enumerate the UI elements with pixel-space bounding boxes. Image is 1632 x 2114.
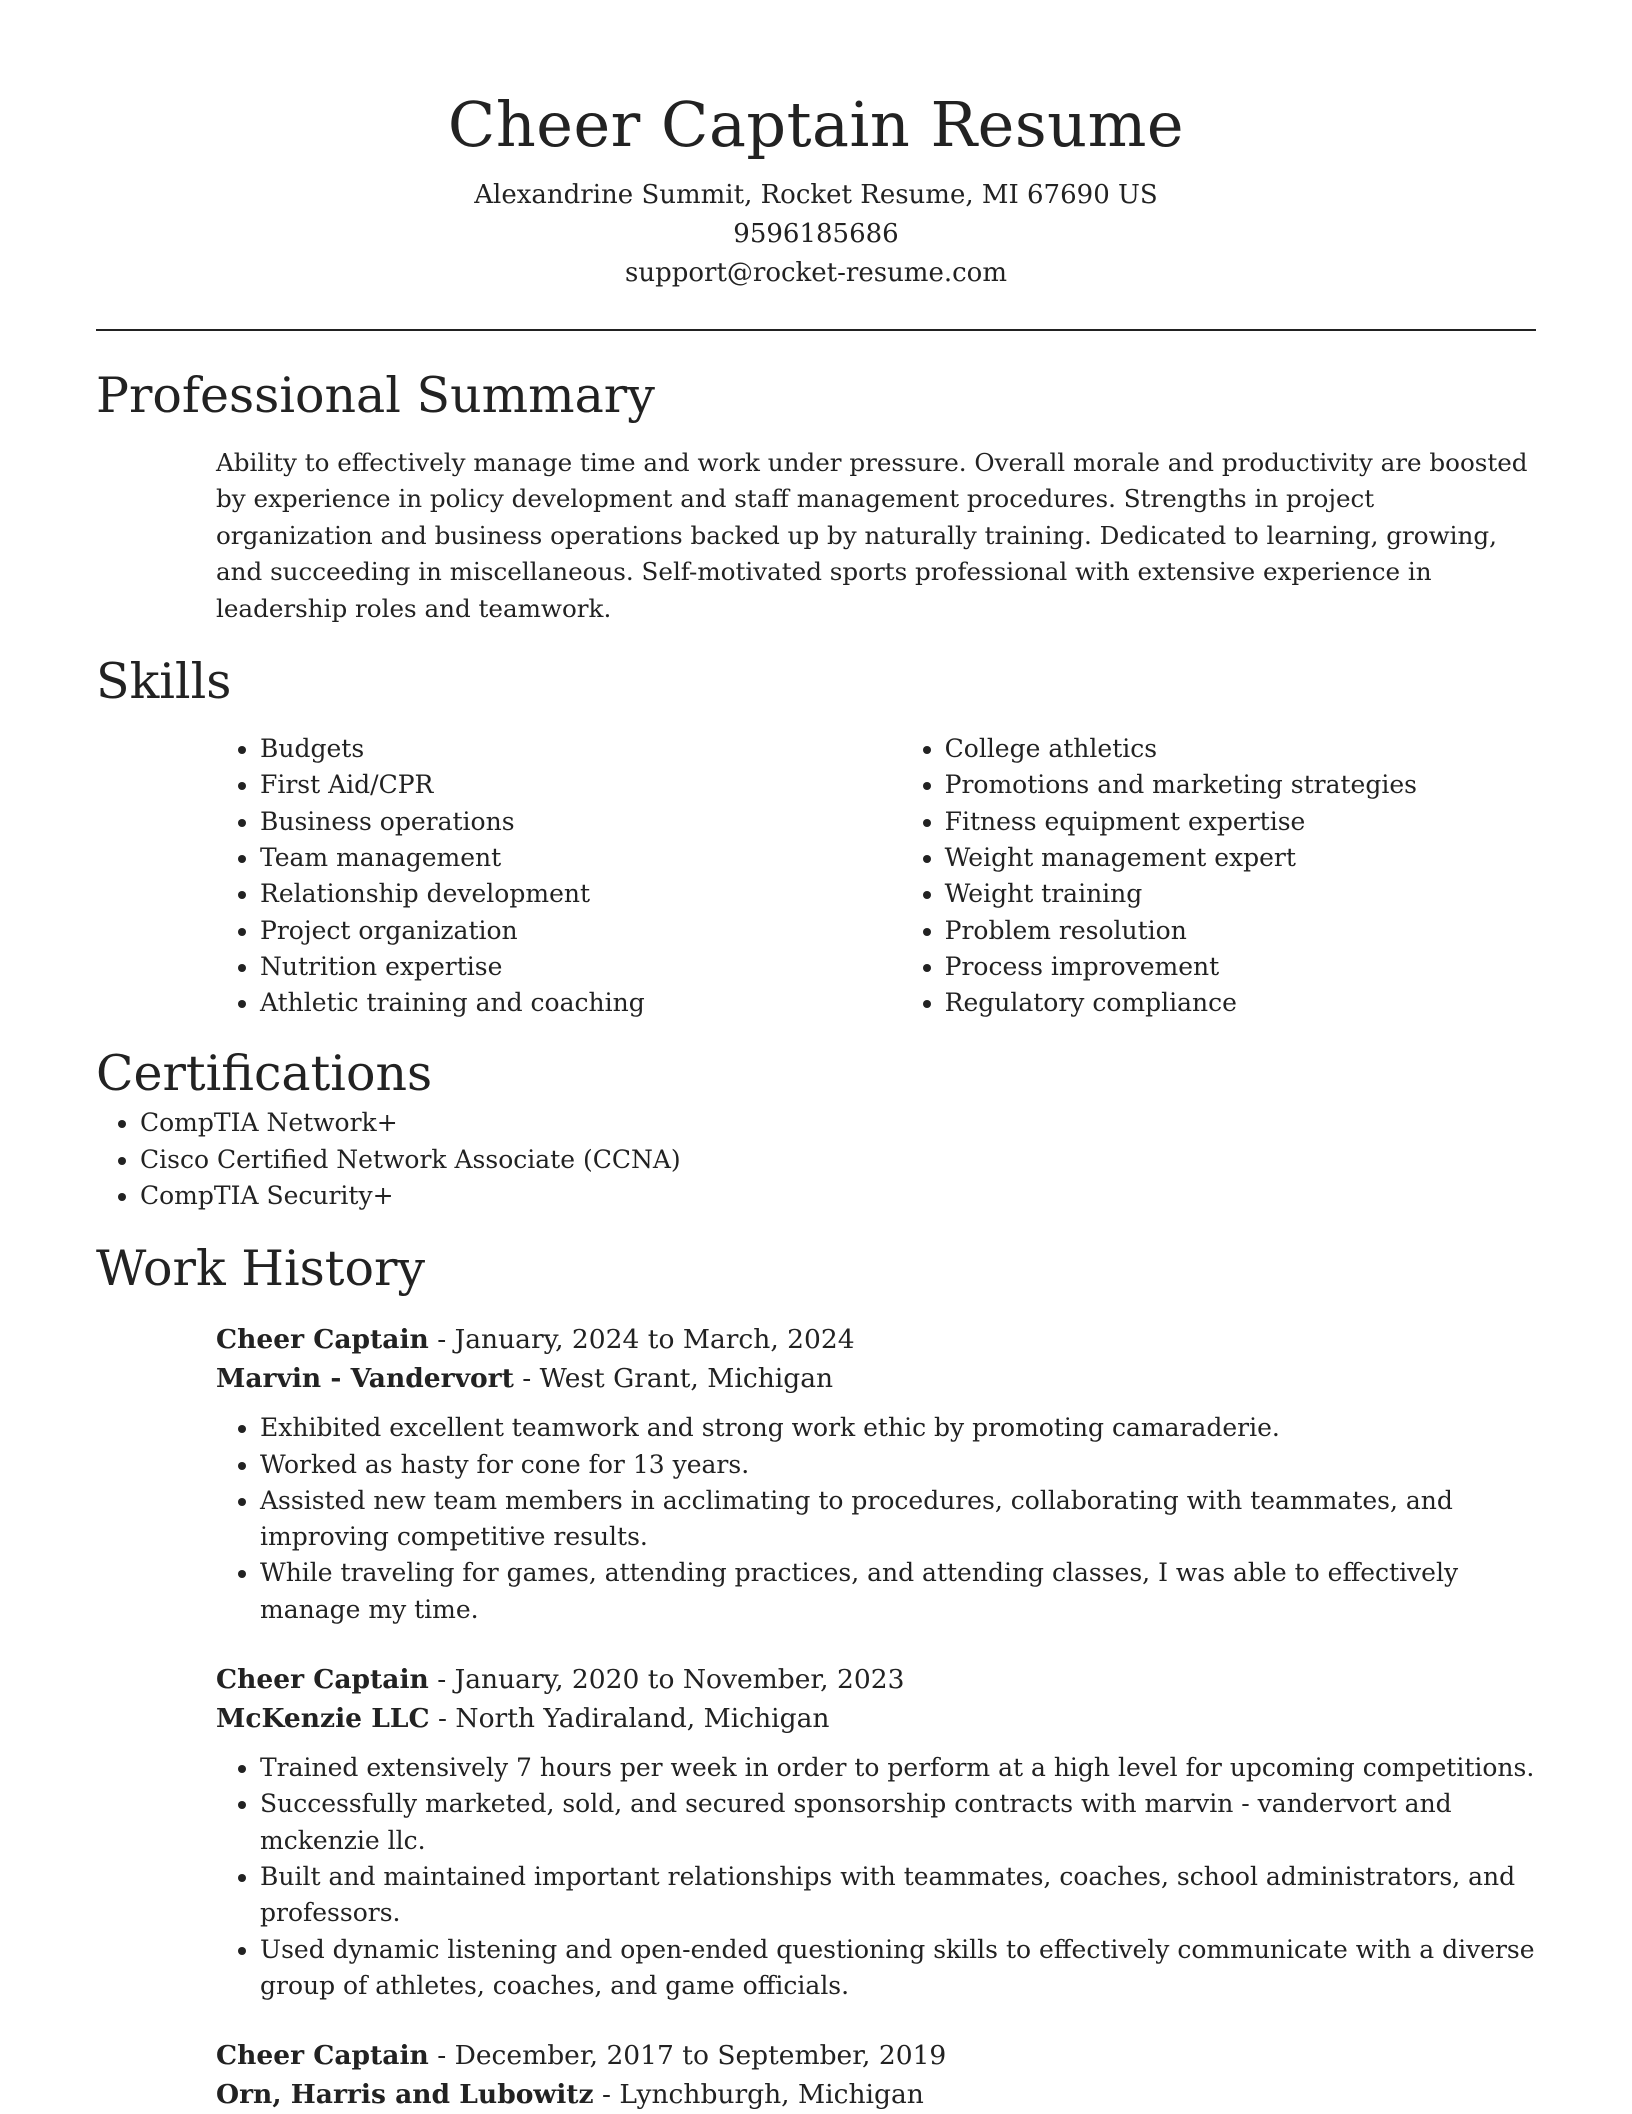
page-title: Cheer Captain Resume — [447, 88, 1185, 161]
job-company-line — [216, 1359, 1536, 1398]
skill-item: • Project organization — [260, 913, 901, 949]
contact-address: Alexandrine Summit, Rocket Resume, MI 67690 US — [474, 180, 1158, 210]
skill-item: • Weight training — [945, 876, 1536, 912]
job-company: Marvin - Vandervort — [216, 1363, 514, 1395]
job-title-line — [216, 1660, 1536, 1699]
job-location: - Lynchburgh, Michigan — [593, 2079, 924, 2111]
skill-item: • Problem resolution — [945, 913, 1536, 949]
skill-item: • Budgets — [260, 731, 901, 767]
job-bullet: • Worked as hasty for cone for 13 years. — [260, 1447, 1536, 1483]
certifications-list — [96, 1105, 1536, 1214]
job-bullet: • Exhibited excellent teamwork and strong work ethic by promoting camaraderie. — [260, 1410, 1536, 1446]
job-location: - West Grant, Michigan — [513, 1363, 834, 1395]
job-entry — [216, 2036, 1536, 2114]
resume-page — [96, 0, 1536, 2114]
job-bullet: • Trained extensively 7 hours per week in order to perform at a high level for upcoming competitions. — [260, 1750, 1536, 1786]
skill-item: • Nutrition expertise — [260, 949, 901, 985]
skill-item: • First Aid/CPR — [260, 767, 901, 803]
job-bullets — [216, 1410, 1536, 1628]
job-location: - North Yadiraland, Michigan — [429, 1703, 830, 1735]
job-bullet: • Built and maintained important relationships with teammates, coaches, school administrators, and professors. — [260, 1859, 1536, 1932]
certification-item: • CompTIA Security+ — [140, 1178, 1536, 1214]
job-title-line — [216, 2036, 1536, 2075]
skill-item: • Team management — [260, 840, 901, 876]
job-company-line — [216, 1699, 1536, 1738]
job-bullet: • Successfully marketed, sold, and secured sponsorship contracts with marvin - vandervort and mckenzie llc. — [260, 1786, 1536, 1859]
job-title-line — [216, 1320, 1536, 1359]
job-entry — [216, 1660, 1536, 2004]
skills-list — [216, 731, 1536, 1021]
job-company-line — [216, 2075, 1536, 2114]
skill-item: • Regulatory compliance — [945, 985, 1536, 1021]
job-bullet: • Used dynamic listening and open-ended questioning skills to effectively communicate with a diverse group of athletes, coaches, and game officials. — [260, 1932, 1536, 2005]
job-bullets — [216, 1750, 1536, 2004]
summary-text: Ability to effectively manage time and work under pressure. Overall morale and productivity are boosted by experience in policy development and staff management procedures. Strengths in project organization and business operations backed up by naturally training. Dedicated to learning, growing, and succeeding in miscellaneous. Self-motivated sports professional with extensive experience in leadership roles and teamwork. — [216, 448, 1528, 623]
summary-heading: Professional Summary — [96, 367, 655, 424]
skills-column-left — [216, 731, 901, 1021]
header-divider — [96, 329, 1536, 331]
contact-info — [96, 176, 1536, 293]
contact-phone: 9596185686 — [733, 219, 899, 249]
job-bullet: • Assisted new team members in acclimating to procedures, collaborating with teammates, and improving competitive results. — [260, 1483, 1536, 1556]
skill-item: • Promotions and marketing strategies — [945, 767, 1536, 803]
skill-item: • Athletic training and coaching — [260, 985, 901, 1021]
job-bullet: • While traveling for games, attending practices, and attending classes, I was able to effectively manage my time. — [260, 1555, 1536, 1628]
job-dates: - January, 2024 to March, 2024 — [428, 1324, 855, 1356]
skill-item: • Business operations — [260, 804, 901, 840]
job-entry — [216, 1320, 1536, 1628]
skill-item: • Relationship development — [260, 876, 901, 912]
certifications-heading: Certifications — [96, 1045, 433, 1103]
skill-item: • College athletics — [945, 731, 1536, 767]
job-title: Cheer Captain — [216, 2040, 429, 2072]
skill-item: • Weight management expert — [945, 840, 1536, 876]
skills-column-right — [901, 731, 1536, 1021]
job-title: Cheer Captain — [216, 1664, 429, 1696]
job-dates: - December, 2017 to September, 2019 — [428, 2040, 947, 2072]
job-company: McKenzie LLC — [216, 1703, 430, 1735]
certification-item: • CompTIA Network+ — [140, 1105, 1536, 1141]
certification-item: • Cisco Certified Network Associate (CCNA) — [140, 1142, 1536, 1178]
job-dates: - January, 2020 to November, 2023 — [428, 1664, 905, 1696]
job-company: Orn, Harris and Lubowitz — [216, 2079, 594, 2111]
skills-heading: Skills — [96, 653, 232, 711]
skill-item: • Fitness equipment expertise — [945, 804, 1536, 840]
skill-item: • Process improvement — [945, 949, 1536, 985]
work-history-heading: Work History — [96, 1240, 426, 1298]
contact-email: support@rocket-resume.com — [624, 258, 1007, 288]
job-title: Cheer Captain — [216, 1324, 429, 1356]
